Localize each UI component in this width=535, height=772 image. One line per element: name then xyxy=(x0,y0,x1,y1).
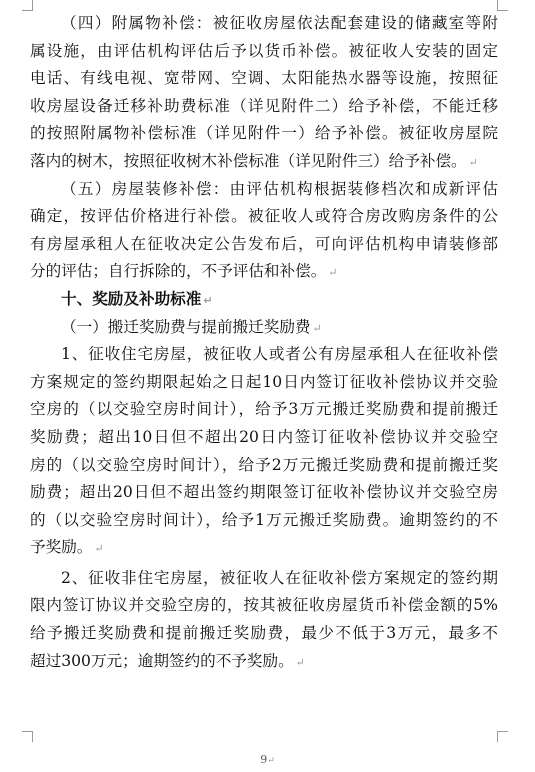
margin-corner-top-right xyxy=(497,0,508,11)
text-line-content: 超过300万元；逾期签约的不予奖励。 xyxy=(30,651,294,670)
text-line: 的按照附属物补偿标准（详见附件一）给予补偿。被征收房屋院 xyxy=(30,124,498,143)
page-number-text: 9 xyxy=(260,753,268,766)
text-line: 励费；超出20日但不超出签约期限签订征收补偿协议并交验空房 xyxy=(30,483,498,502)
paragraph-decoration-compensation xyxy=(30,176,498,286)
paragraph-mark-icon: ↵ xyxy=(328,266,338,280)
paragraph-nonresidential-reward xyxy=(30,565,498,675)
text-line: 的（以交验空房时间计），给予1万元搬迁奖励费。逾期签约的不 xyxy=(30,510,498,529)
paragraph-residential-reward xyxy=(30,341,498,562)
section-heading-text: 十、奖励及补助标准 xyxy=(61,289,202,308)
text-line-last xyxy=(30,148,498,176)
text-line: 奖励费；超出10日但不超出20日内签订征收补偿协议并交验空 xyxy=(30,427,498,446)
section-heading xyxy=(30,286,498,314)
text-line-last xyxy=(30,534,498,562)
text-line: 有房屋承租人在征收决定公告发布后，可向评估机构申请装修部 xyxy=(30,234,498,253)
text-line: 属设施，由评估机构评估后予以货币补偿。被征收人安装的固定 xyxy=(30,41,498,60)
paragraph-mark-icon: ↵ xyxy=(312,321,322,335)
text-line: 房的（以交验空房时间计），给予2万元搬迁奖励费和提前搬迁奖 xyxy=(30,455,498,474)
text-line: 给予搬迁奖励费和提前搬迁奖励费，最少不低于3万元，最多不 xyxy=(30,624,498,643)
paragraph-attachment-compensation xyxy=(30,10,498,176)
text-line: 方案规定的签约期限起始之日起10日内签订征收补偿协议并交验 xyxy=(30,372,498,391)
subsection-heading xyxy=(30,314,498,342)
subsection-heading-text: （一）搬迁奖励费与提前搬迁奖励费 xyxy=(61,317,311,336)
text-line-content: 分的评估；自行拆除的，不予评估和补偿。 xyxy=(30,262,327,281)
text-line: 空房的（以交验空房时间计），给予3万元搬迁奖励费和提前搬迁 xyxy=(30,400,498,419)
text-line: 1、征收住宅房屋，被征收人或者公有房屋承租人在征收补偿 xyxy=(61,345,498,364)
text-line: 确定，按评估价格进行补偿。被征收人或符合房改购房条件的公 xyxy=(30,207,498,226)
margin-corner-bottom-left xyxy=(22,731,33,742)
margin-corner-top-left xyxy=(22,0,33,11)
text-line-content: 落内的树木，按照征收树木补偿标准（详见附件三）给予补偿。 xyxy=(30,151,467,170)
paragraph-mark-icon: ↵ xyxy=(267,756,275,766)
text-line: 限内签订协议并交验空房的，按其被征收房屋货币补偿金额的5% xyxy=(30,596,498,615)
text-line-last xyxy=(30,648,498,676)
text-line-last xyxy=(30,258,498,286)
page-number xyxy=(0,753,535,766)
text-line: （四）附属物补偿：被征收房屋依法配套建设的储藏室等附 xyxy=(61,14,498,32)
margin-corner-bottom-right xyxy=(497,731,508,742)
text-line: 收房屋设备迁移补助费标准（详见附件二）给予补偿，不能迁移 xyxy=(30,96,498,115)
text-line-content: 予奖励。 xyxy=(30,538,93,557)
paragraph-mark-icon: ↵ xyxy=(94,542,104,556)
text-line: 电话、有线电视、宽带网、空调、太阳能热水器等设施，按照征 xyxy=(30,69,498,88)
paragraph-mark-icon: ↵ xyxy=(468,155,478,169)
text-line: 2、征收非住宅房屋，被征收人在征收补偿方案规定的签约期 xyxy=(61,568,498,587)
text-line: （五）房屋装修补偿：由评估机构根据装修档次和成新评估 xyxy=(61,179,498,198)
paragraph-mark-icon: ↵ xyxy=(295,655,305,669)
paragraph-mark-icon: ↵ xyxy=(203,293,213,307)
